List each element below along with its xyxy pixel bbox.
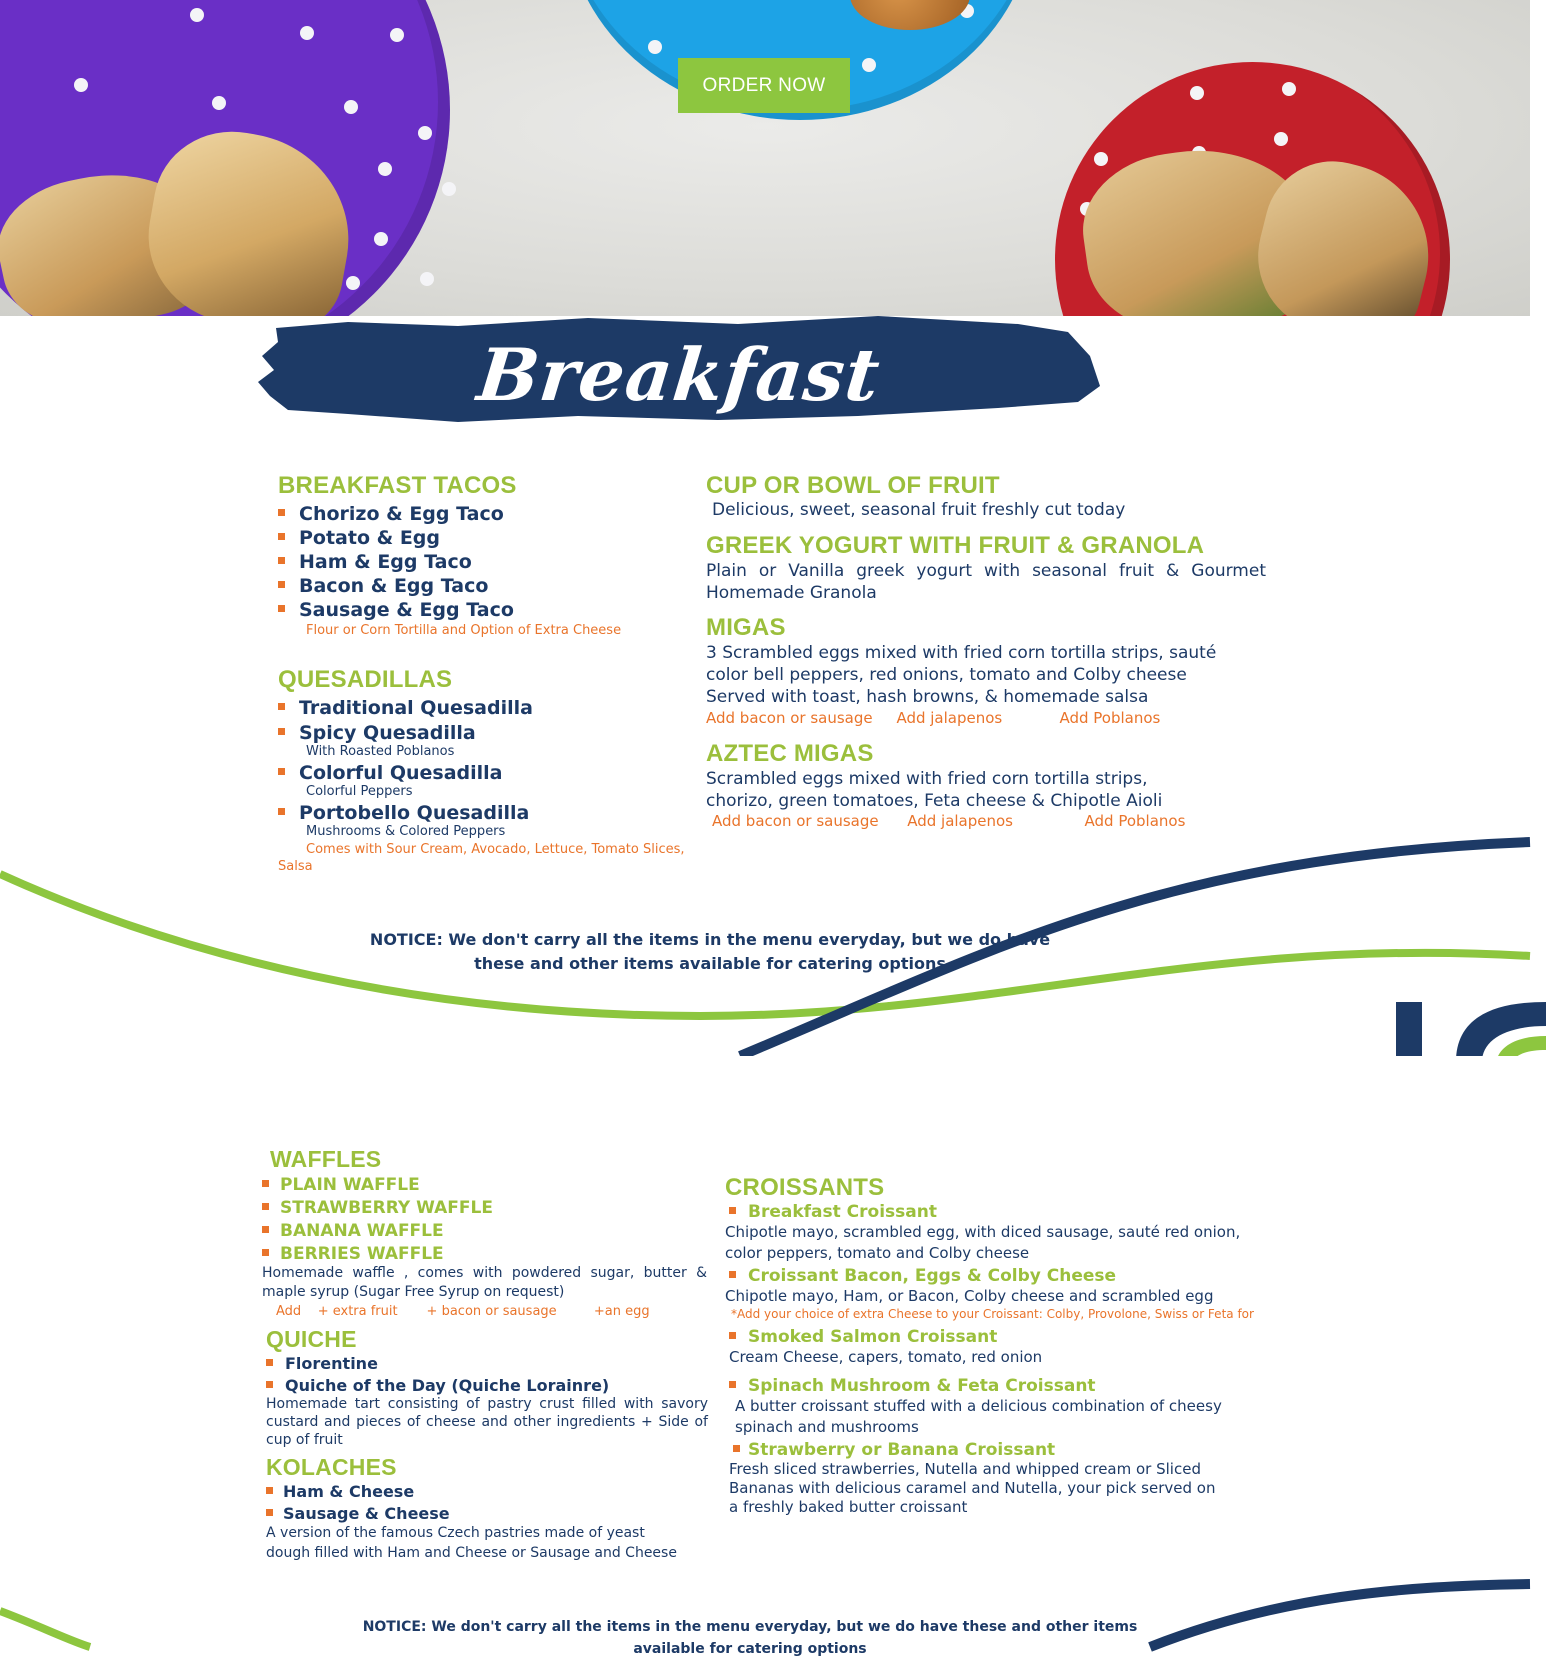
menu-item: Ham & Egg Taco	[299, 551, 472, 573]
breakfast-right-column	[706, 472, 1266, 830]
menu-item: Chorizo & Egg Taco	[299, 503, 504, 525]
waffles-addons: Add + extra fruit + bacon or sausage +an egg	[276, 1304, 650, 1319]
tacos-note: Flour or Corn Tortilla and Option of Extra Cheese	[306, 623, 622, 638]
second-menu-image	[0, 1056, 1530, 1657]
kolaches-section	[266, 1454, 696, 1563]
menu-item: Florentine	[285, 1354, 378, 1373]
menu-item: Quiche of the Day (Quiche Lorainre)	[285, 1376, 610, 1395]
yogurt-description: Plain or Vanilla greek yogurt with seasonal fruit & Gourmet Homemade Granola	[706, 561, 1266, 603]
logo-fragment-icon	[1396, 992, 1546, 1062]
menu-item-sub: With Roasted Poblanos	[306, 744, 455, 759]
migas-heading: MIGAS	[706, 614, 786, 641]
breakfast-tacos-heading: BREAKFAST TACOS	[278, 472, 517, 499]
croissant-description: Cream Cheese, capers, tomato, red onion	[729, 1348, 1043, 1366]
yogurt-heading: GREEK YOGURT WITH FRUIT & GRANOLA	[706, 532, 1205, 559]
aztec-migas-heading: AZTEC MIGAS	[706, 740, 874, 767]
hero-banner	[0, 0, 1530, 316]
menu-item: BERRIES WAFFLE	[280, 1244, 444, 1264]
menu-item: Sausage & Egg Taco	[299, 599, 514, 621]
fruit-heading: CUP OR BOWL OF FRUIT	[706, 472, 1000, 499]
menu-item: Ham & Cheese	[283, 1482, 415, 1501]
croissant-item: Smoked Salmon Croissant	[748, 1327, 998, 1347]
menu-item-sub: Colorful Peppers	[306, 784, 413, 799]
menu-item: Colorful Quesadilla	[299, 762, 503, 784]
menu-item: Sausage & Cheese	[283, 1504, 450, 1523]
croissant-item: Croissant Bacon, Eggs & Colby Cheese	[748, 1266, 1117, 1286]
croissant-item: Strawberry or Banana Croissant	[748, 1440, 1056, 1460]
croissant-item: Spinach Mushroom & Feta Croissant	[748, 1376, 1096, 1396]
menu-item: STRAWBERRY WAFFLE	[280, 1198, 493, 1218]
waffles-description: Homemade waffle , comes with powdered sugar, butter & maple syrup (Sugar Free Syrup on request)	[262, 1265, 707, 1300]
order-now-button[interactable]: ORDER NOW	[678, 58, 850, 113]
quesadillas-note: Comes with Sour Cream, Avocado, Lettuce, Tomato Slices, Salsa	[278, 842, 685, 874]
migas-addons: Add bacon or sausage Add jalapenos Add Poblanos	[706, 709, 1161, 727]
migas-description: 3 Scrambled eggs mixed with fried corn tortilla strips, sauté color bell peppers, red onions, tomato and Colby cheese	[706, 643, 1217, 685]
waffles-section	[262, 1146, 707, 1319]
aztec-migas-description: Scrambled eggs mixed with fried corn tortilla strips, chorizo, green tomatoes, Feta cheese & Chipotle Aioli	[706, 769, 1163, 811]
croissants-heading: CROISSANTS	[725, 1174, 885, 1201]
menu-item: Traditional Quesadilla	[299, 697, 533, 719]
menu-item: Portobello Quesadilla	[299, 802, 530, 824]
quiche-heading: QUICHE	[266, 1326, 357, 1352]
quesadillas-heading: QUESADILLAS	[278, 666, 453, 693]
menu-item: Potato & Egg	[299, 527, 440, 549]
menu-item: Spicy Quesadilla	[299, 722, 476, 744]
kolaches-heading: KOLACHES	[266, 1454, 397, 1480]
quiche-section	[266, 1326, 708, 1449]
quiche-description: Homemade tart consisting of pastry crust filled with savory custard and pieces of cheese and other ingredients + Side of cup of fruit	[266, 1396, 708, 1448]
croissant-description: A butter croissant stuffed with a delicious combination of cheesy spinach and mushrooms	[735, 1397, 1222, 1436]
second-menu-notice: NOTICE: We don't carry all the items in the menu everyday, but we do have these and other items available for catering options	[362, 1619, 1138, 1657]
croissant-cheese-note: *Add your choice of extra Cheese to your Croissant: Colby, Provolone, Swiss or Feta for	[731, 1307, 1254, 1321]
croissants-section	[725, 1174, 1280, 1517]
kolaches-description: A version of the famous Czech pastries made of yeast dough filled with Ham and Cheese or Sausage and Cheese	[266, 1525, 677, 1561]
breakfast-notice: NOTICE: We don't carry all the items in the menu everyday, but we do have these and other items available for catering options	[369, 930, 1051, 973]
breakfast-title: Breakfast	[473, 332, 885, 417]
waffles-heading: WAFFLES	[270, 1146, 382, 1172]
menu-item-sub: Mushrooms & Colored Peppers	[306, 824, 506, 839]
croissant-description: Chipotle mayo, scrambled egg, with diced sausage, sauté red onion, color peppers, tomato and Colby cheese	[725, 1223, 1241, 1262]
breakfast-banner	[258, 316, 1100, 426]
migas-served: Served with toast, hash browns, & homemade salsa	[706, 687, 1149, 707]
menu-item: Bacon & Egg Taco	[299, 575, 489, 597]
menu-item: PLAIN WAFFLE	[280, 1175, 420, 1195]
breakfast-tacos-section	[278, 472, 698, 638]
croissant-description: Chipotle mayo, Ham, or Bacon, Colby cheese and scrambled egg	[725, 1287, 1214, 1305]
croissant-description: Fresh sliced strawberries, Nutella and whipped cream or Sliced Bananas with delicious caramel and Nutella, your pick served on a freshly baked butter croissant	[729, 1460, 1216, 1516]
menu-item: BANANA WAFFLE	[280, 1221, 444, 1241]
quesadillas-section	[278, 666, 698, 875]
breakfast-menu-image	[0, 316, 1530, 1056]
croissant-item: Breakfast Croissant	[748, 1202, 937, 1222]
fruit-description: Delicious, sweet, seasonal fruit freshly cut today	[712, 500, 1126, 520]
aztec-addons: Add bacon or sausage Add jalapenos Add Poblanos	[712, 812, 1186, 830]
